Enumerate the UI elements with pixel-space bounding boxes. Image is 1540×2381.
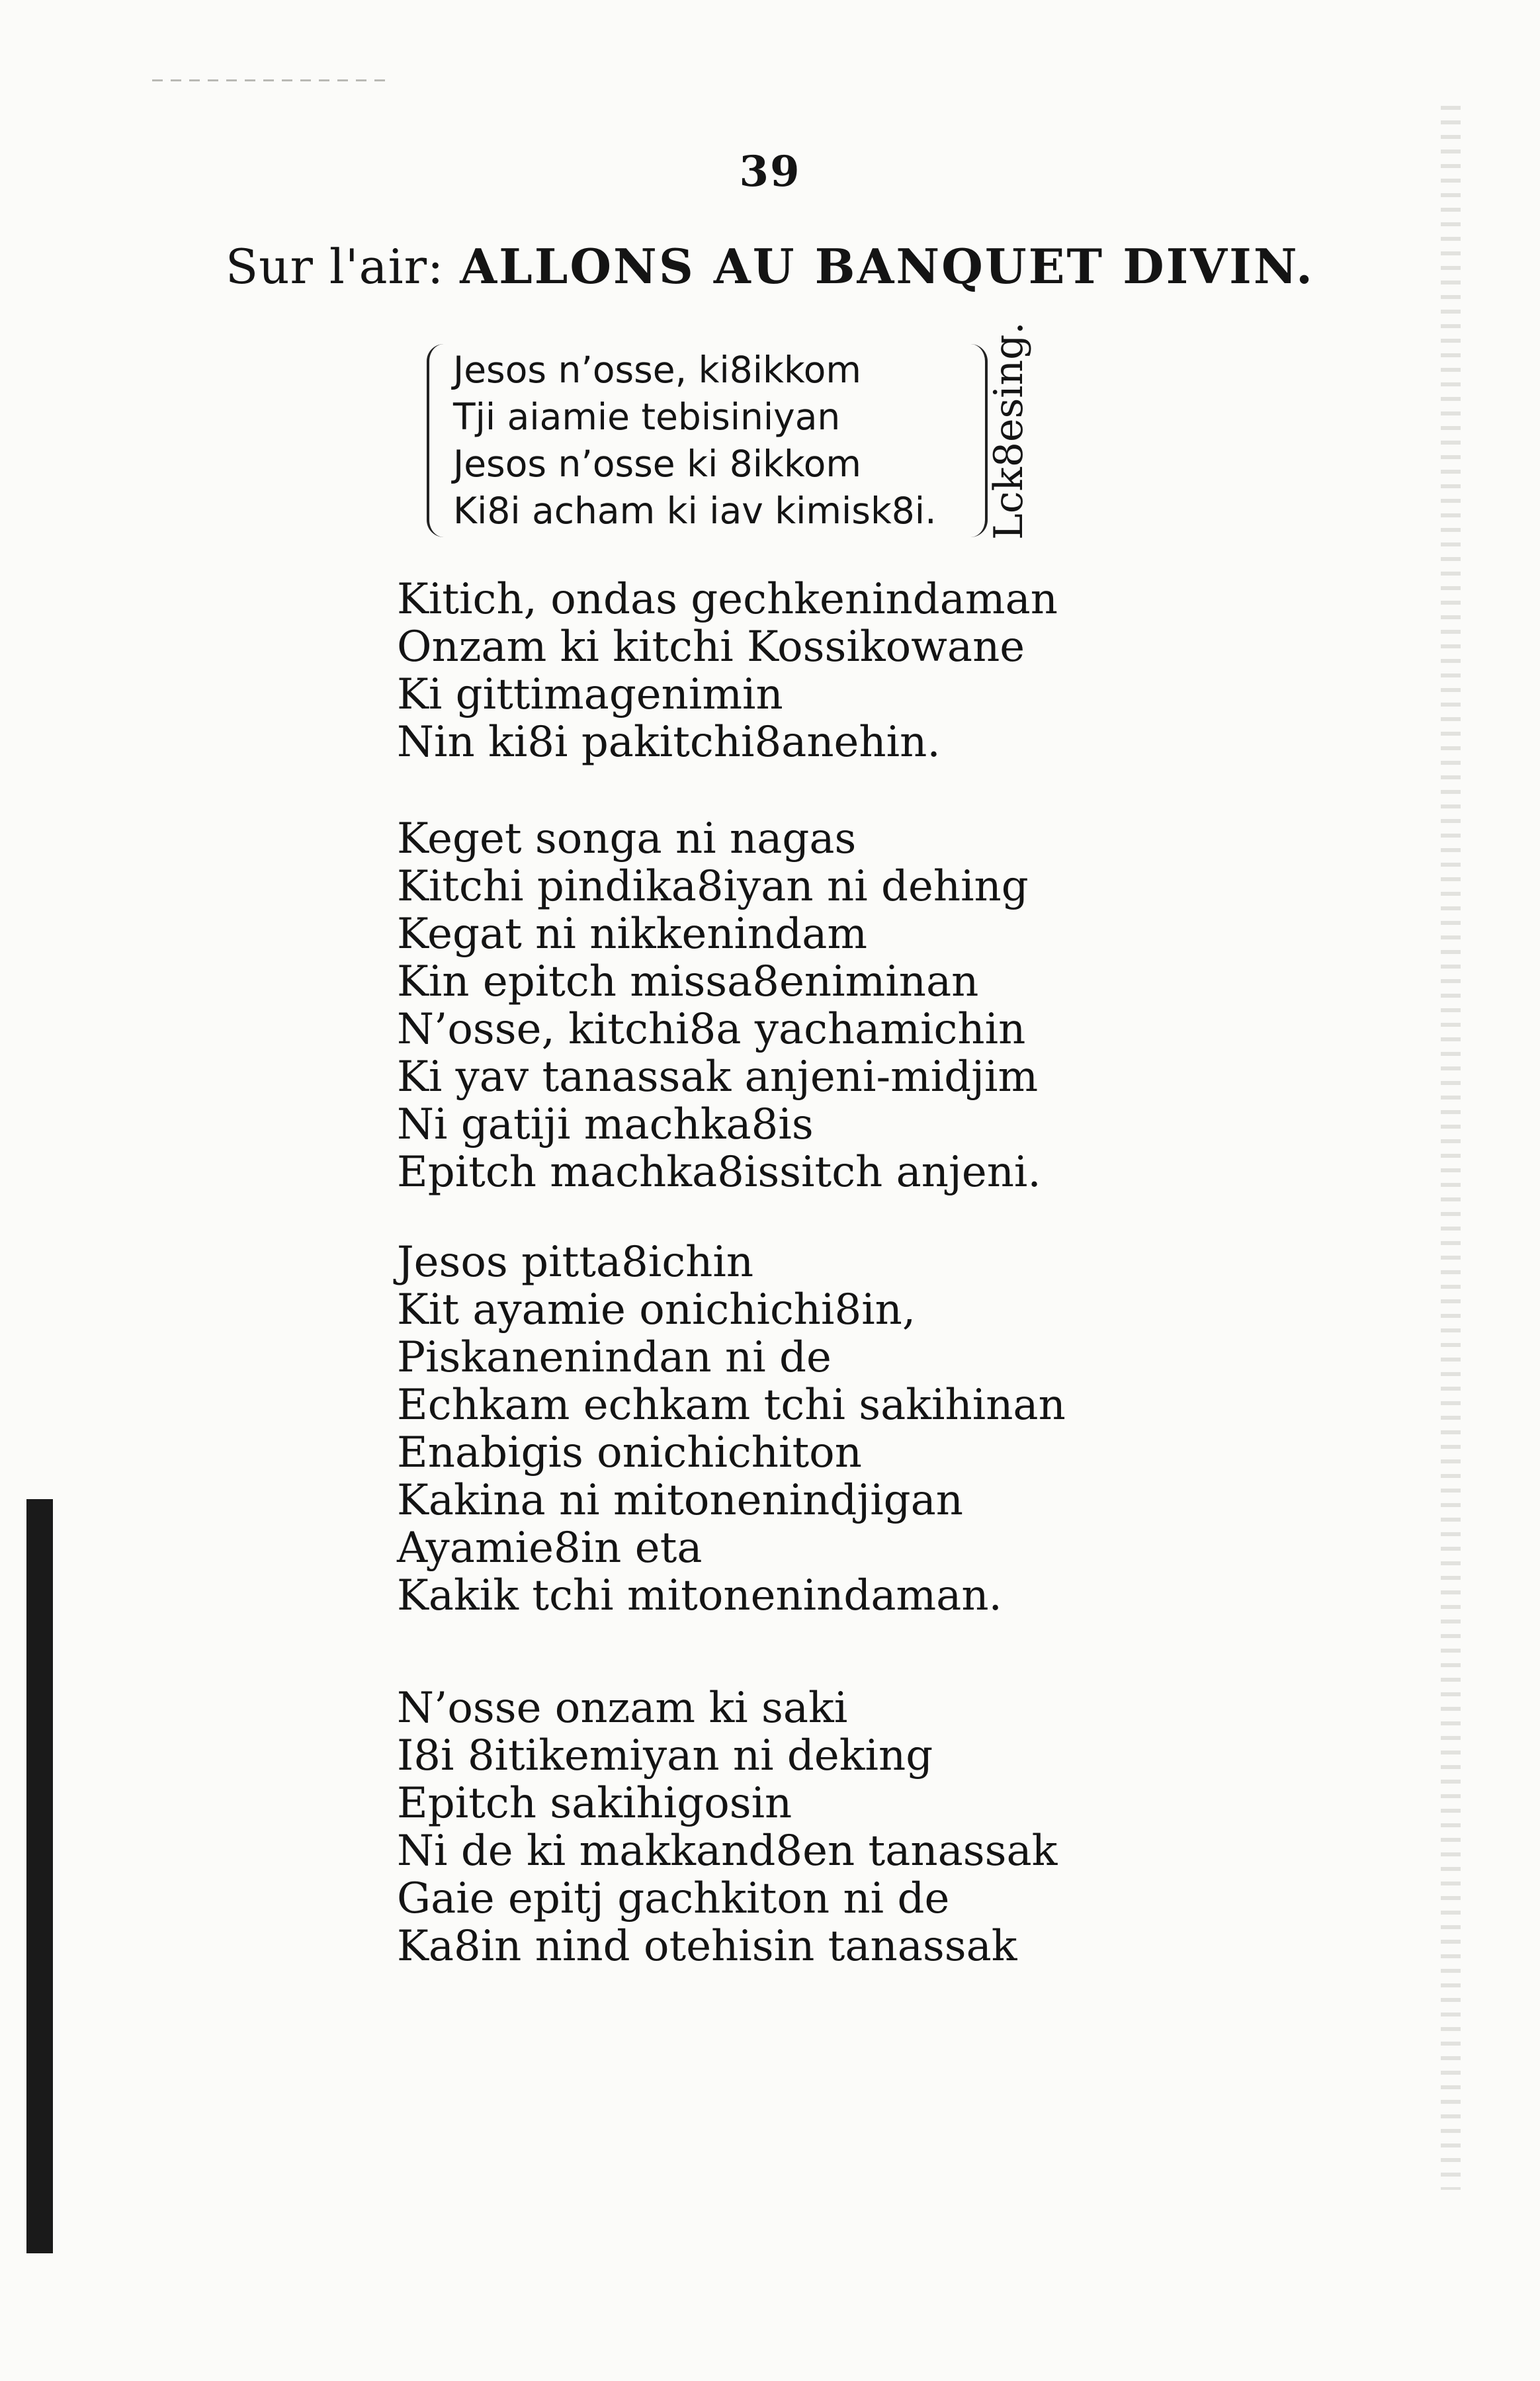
verse-line: Kitchi pindika8iyan ni dehing — [397, 862, 1029, 911]
verse-line: Gaie epitj gachkiton ni de — [397, 1874, 950, 1923]
verse-line: Ni de ki makkand8en tanassak — [397, 1827, 1058, 1876]
verse-line: Ki gittimagenimin — [397, 670, 783, 719]
verse-line: Epitch sakihigosin — [397, 1779, 792, 1828]
verse-line: Ka8in nind otehisin tanassak — [397, 1922, 1017, 1971]
scan-artifact-margin — [1441, 106, 1461, 2190]
page-number: 39 — [739, 147, 801, 196]
verse-line: Kin epitch missa8eniminan — [397, 957, 979, 1006]
verse-line: Jesos pitta8ichin — [397, 1238, 754, 1287]
scan-artifact-bar — [26, 1499, 53, 2253]
verse-1 — [397, 576, 1058, 766]
verse-4 — [397, 1684, 1057, 1970]
verse-line: Ki yav tanassak anjeni-midjim — [397, 1053, 1039, 1102]
scan-artifact-rule — [152, 79, 390, 81]
verse-line: Kakina ni mitonenindjigan — [397, 1476, 963, 1525]
verse-line: Nin ki8i pakitchi8anehin. — [397, 718, 941, 767]
tune-prefix: Sur l'air: — [225, 239, 460, 294]
verse-line: Keget songa ni nagas — [397, 814, 857, 863]
verse-line: Epitch machka8issitch anjeni. — [397, 1148, 1041, 1197]
verse-line: Ni gatiji machka8is — [397, 1100, 814, 1149]
verse-2 — [397, 815, 1041, 1196]
verse-line: Kegat ni nikkenindam — [397, 910, 868, 959]
refrain-line: Jesos n’osse, ki8ikkom — [453, 349, 861, 391]
verse-3 — [397, 1238, 1066, 1620]
verse-line: Piskanenindan ni de — [397, 1333, 832, 1382]
verse-line: Enabigis onichichiton — [397, 1428, 862, 1477]
refrain-line: Jesos n’osse ki 8ikkom — [453, 443, 861, 485]
verse-line: N’osse, kitchi8a yachamichin — [397, 1005, 1026, 1054]
verse-line: Echkam echkam tchi sakihinan — [397, 1381, 1066, 1430]
verse-line: Kit ayamie onichichi8in, — [397, 1285, 916, 1334]
verse-line: Kakik tchi mitonenindaman. — [397, 1571, 1002, 1620]
refrain-block — [427, 344, 988, 537]
tune-heading — [0, 238, 1540, 294]
tune-name: ALLONS AU BANQUET DIVIN. — [460, 238, 1315, 294]
verse-line: Ayamie8in eta — [397, 1524, 703, 1573]
refrain-side-note: Lck8esing. — [986, 322, 1032, 540]
verse-line: N’osse onzam ki saki — [397, 1684, 848, 1733]
verse-line: Kitich, ondas gechkenindaman — [397, 575, 1058, 624]
refrain-line: Ki8i acham ki iav kimisk8i. — [453, 490, 937, 532]
verse-line: Onzam ki kitchi Kossikowane — [397, 623, 1025, 671]
verse-line: I8i 8itikemiyan ni deking — [397, 1731, 933, 1780]
refrain-line: Tji aiamie tebisiniyan — [453, 396, 841, 438]
